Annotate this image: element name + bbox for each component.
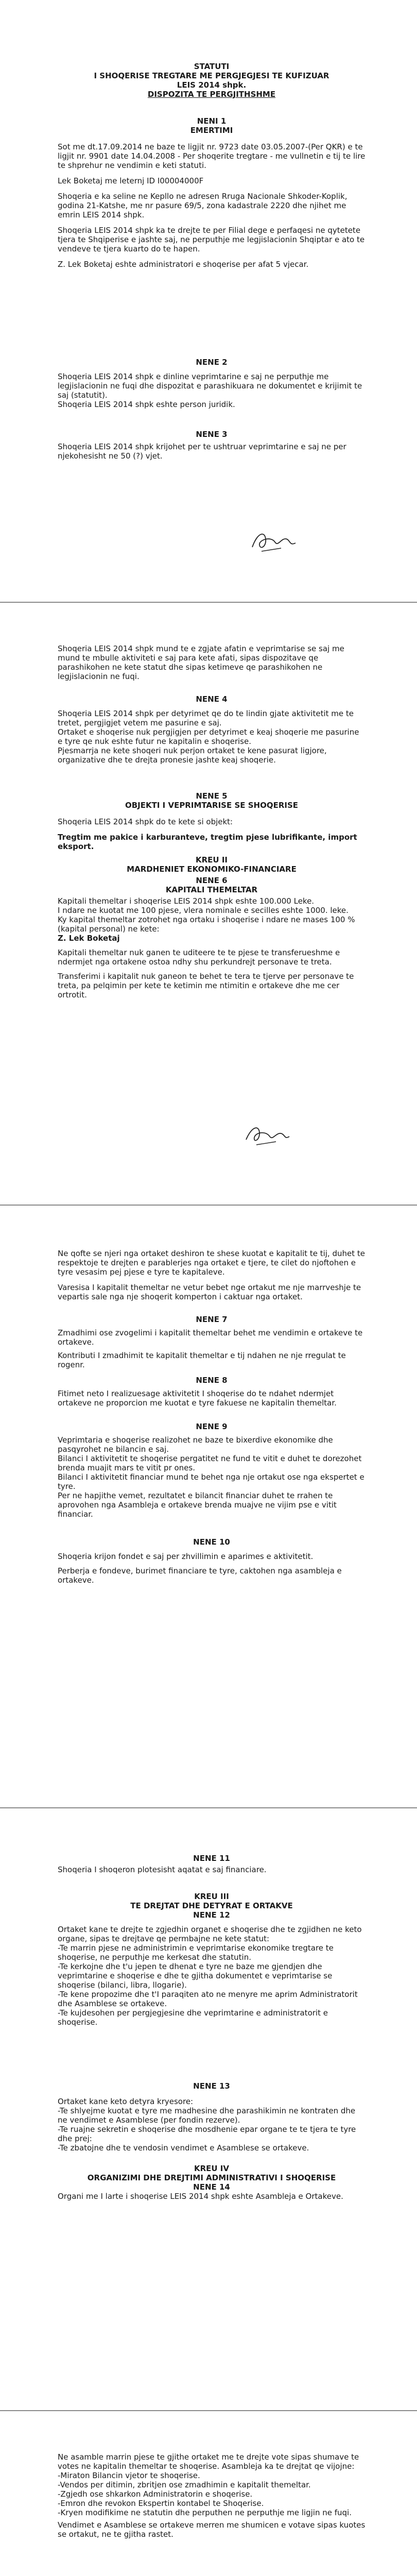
article-2 xyxy=(58,358,366,409)
article-6-para-2: I ndare ne kuotat me 100 pjese, vlera nominale e secilles eshte 1000. leke. xyxy=(58,906,349,915)
article-6-para-4: Kapitali themeltar nuk ganen te uditeere te te pjese te transferueshme e ndermjet nga ortakene ostoa ndhy shu perkundrejt personave te treta. xyxy=(58,948,340,967)
article-2-para-1: Shoqeria LEIS 2014 shpk e dinline veprimtarine e saj ne perputhje me legjislacionin ne fuqi dhe dispozitat e parashikuara ne dokumentet e krijimit te saj (statutit). xyxy=(58,372,362,400)
article-12-para-1: Ortaket kane te drejte te zgjedhin organet e shoqerise dhe te zgjidhen ne keto organe, sipas te drejtave qe permbajne ne kete statut: xyxy=(58,1925,362,1943)
document-page-5 xyxy=(0,2411,417,2576)
article-4 xyxy=(58,694,366,765)
article-7-para-2: Kontributi I zmadhimit te kapitalit themeltar e tij ndahen ne nje rregulat te rogenr. xyxy=(58,1351,346,1369)
article-12-item-1: -Te marrin pjese ne administrimin e veprimtarise ekonomike tregtare te shoqerise, ne perputhje me kerkesat dhe statutin. xyxy=(58,1943,334,1962)
chapter-3-title: TE DREJTAT DHE DETYRAT E ORTAKVE xyxy=(130,1901,293,1910)
article-3-para-1: Shoqeria LEIS 2014 shpk krijohet per te ushtruar veprimtarine e saj ne per njekohesisht ne 50 (?) vjet. xyxy=(58,442,346,461)
article-3-para-2: Shoqeria LEIS 2014 shpk mund te e zgjate afatin e veprimtarise se saj me mund te mbulle aktiviteti e saj para kete afati, sipas dispozitave qe parashikohen ne kete statut dhe sipas ketimeve qe parashikohen ne legjislacionin ne fuqi. xyxy=(58,644,344,681)
chapter-2-title: MARDHENIET EKONOMIKO-FINANCIARE xyxy=(127,865,297,874)
article-7-para-1: Zmadhimi ose zvogelimi i kapitalit themeltar behet me vendimin e ortakeve te ortakeve. xyxy=(58,1328,363,1347)
article-11 xyxy=(58,1854,366,1874)
article-3-number: NENE 3 xyxy=(196,430,228,439)
company-type: I SHOQERISE TREGTARE ME PERGJEGJESI TE KUFIZUAR xyxy=(94,71,329,80)
article-4-para-3: Pjesmarrja ne kete shoqeri nuk perjon ortaket te kene pasurat ligjore, organizative dhe te drejta pronesie jashte keaj shoqerie. xyxy=(58,746,327,765)
article-14-number: NENE 14 xyxy=(193,2182,230,2192)
document-page-2 xyxy=(0,603,417,1205)
handwritten-signature xyxy=(244,1121,291,1148)
article-1-para-3: Shoqeria e ka seline ne Kepllo ne adresen Rruga Nacionale Shkoder-Koplik, godina 21-Katshe, me nr pasure 69/5, zona kadastrale 2220 dhe njihet me emrin LEIS 2014 shpk. xyxy=(58,192,348,219)
document-page-1 xyxy=(0,0,417,602)
article-4-para-1: Shoqeria LEIS 2014 shpk per detyrimet qe do te lindin gjate aktivitetit me te tretet, pergjigjet vetem me pasurine e saj. xyxy=(58,709,354,727)
article-5-number: NENE 5 xyxy=(196,791,228,801)
statute-title: STATUTI xyxy=(194,62,230,71)
article-6-para-1: Kapitali themeltar i shoqerise LEIS 2014 shpk eshte 100.000 Leke. xyxy=(58,896,315,906)
article-10-number: NENE 10 xyxy=(193,1537,230,1547)
company-name: LEIS 2014 shpk. xyxy=(177,80,247,90)
article-1-para-4: Shoqeria LEIS 2014 shpk ka te drejte te per Filial dege e perfaqesi ne qytetete tjera te Shqiperise e jashte saj, ne perputhje me legjislacionin Shqiptar e ato te vendeve te tjera kuarto do te hapen. xyxy=(58,226,365,253)
article-14-para-3: Vendimet e Asamblese se ortakeve merren me shumicen e votave sipas kuotes se ortakut, ne te gjitha rastet. xyxy=(58,2520,366,2539)
article-14-para-2: Ne asamble marrin pjese te gjithe ortaket me te drejte vote sipas shumave te votes ne kapitalin themeltar te shoqerise. Asambleja ka te drejtat qe vijojne: xyxy=(58,2452,359,2471)
chapter-4-number: KREU IV xyxy=(194,2164,229,2173)
article-6-continued xyxy=(58,1249,366,1301)
article-14-item-2: -Vendos per ditimin, zbritjen ose zmadhimin e kapitalit themeltar. xyxy=(58,2480,311,2489)
article-12-item-2: -Te kerkojne dhe t'u jepen te dhenat e tyre ne baze me gjendjen dhe veprimtarine e shoqerise e dhe te gjitha dokumentet e veprimtarise se shoqerise (bilanci, libra, llogarie). xyxy=(58,1962,333,1990)
article-8 xyxy=(58,1376,366,1408)
article-6-para-3: Ky kapital themeltar zotrohet nga ortaku i shoqerise i ndare ne mases 100 % (kapital personal) ne kete: xyxy=(58,915,355,934)
article-9-para-3: Bilanci I aktivitetit financiar mund te behet nga nje ortakut ose nga ekspertet e tyre. xyxy=(58,1472,364,1491)
document-page-3 xyxy=(0,1206,417,1807)
article-8-para-1: Fitimet neto I realizuesage aktivitetit I shoqerise do te ndahet ndermjet ortakeve ne proporcion me kuotat e tyre fakuese ne kapitalin themeltar. xyxy=(58,1389,337,1408)
article-13-item-2: -Te ruajne sekretin e shoqerise dhe mosdhenie epar organe te te tjera te tyre dhe prej: xyxy=(58,2125,356,2143)
article-2-number: NENE 2 xyxy=(196,358,228,367)
statute-header xyxy=(58,62,366,99)
article-3-continued xyxy=(58,644,366,681)
article-6-owner: Z. Lek Boketaj xyxy=(58,934,120,943)
article-11-para-1: Shoqeria I shoqeron plotesisht aqatat e saj financiare. xyxy=(58,1865,267,1874)
article-1-para-5: Z. Lek Boketaj eshte administratori e shoqerise per afat 5 vjecar. xyxy=(58,260,309,269)
article-9-number: NENE 9 xyxy=(196,1422,228,1431)
article-9-para-2: Bilanci I aktivitetit te shoqerise pergatitet ne fund te vitit e duhet te dorezohet brenda muajit mars te vitit pr ones. xyxy=(58,1454,362,1472)
article-6-title: KAPITALI THEMELTAR xyxy=(165,885,258,894)
article-12-number: NENE 12 xyxy=(193,1910,230,1920)
article-9-para-4: Per ne hapjithe vemet, rezultatet e bilancit financiar duhet te rrahen te aprovohen nga Asambleja e ortakeve brenda muajve ne vijim pse e vitit financiar. xyxy=(58,1491,337,1519)
article-13-item-3: -Te zbatojne dhe te vendosin vendimet e Asamblese se ortakeve. xyxy=(58,2143,309,2153)
chapter-3 xyxy=(58,1892,366,2027)
article-4-number: NENE 4 xyxy=(196,694,228,704)
article-9-para-1: Veprimtaria e shoqerise realizohet ne baze te bixerdive ekonomike dhe pasqyrohet ne bilancin e saj. xyxy=(58,1435,333,1454)
article-10-para-1: Shoqeria krijon fondet e saj per zhvillimin e aparimes e aktivitetit. xyxy=(58,1552,314,1561)
article-13 xyxy=(58,2081,366,2153)
article-7-number: NENE 7 xyxy=(196,1315,228,1324)
article-14-para-1: Organi me I larte i shoqerise LEIS 2014 shpk eshte Asambleja e Ortakeve. xyxy=(58,2192,343,2201)
handwritten-signature xyxy=(250,528,298,554)
chapter-2-number: KREU II xyxy=(196,855,228,865)
article-13-para-1: Ortaket kane keto detyra kryesore: xyxy=(58,2097,194,2106)
document-page-4 xyxy=(0,1808,417,2410)
article-5-title: OBJEKTI I VEPRIMTARISE SE SHOQERISE xyxy=(125,801,299,810)
article-7 xyxy=(58,1315,366,1369)
article-10-para-2: Perberja e fondeve, burimet financiare te tyre, caktohen nga asambleja e ortakeve. xyxy=(58,1566,342,1585)
article-1-para-1: Sot me dt.17.09.2014 ne baze te ligjit nr. 9723 date 03.05.2007-(Per QKR) e te ligjit nr. 9901 date 14.04.2008 - Per shoqerite tregtare - me vullnetin e tij te lire te shprehur ne vendimin e keti statuti. xyxy=(58,142,366,170)
article-3 xyxy=(58,430,366,461)
chapter-4-title: ORGANIZIMI DHE DREJTIMI ADMINISTRATIVI I SHOQERISE xyxy=(87,2173,336,2182)
article-5 xyxy=(58,791,366,851)
article-14-item-1: -Miraton Bilancin vjetor te shoqerise. xyxy=(58,2471,200,2480)
article-1-para-2: Lek Boketaj me leternj ID I00004000F xyxy=(58,176,204,185)
article-6-para-6: Ne qofte se njeri nga ortaket deshiron te shese kuotat e kapitalit te tij, duhet te respektoje te drejten e parablerjes nga ortaket e tjere, te cilet do njoftohen e tyre vesasim pej pjese e tyre te kapitaleve. xyxy=(58,1249,365,1277)
article-13-item-1: -Te shlyejme kuotat e tyre me madhesine dhe parashikimin ne kontraten dhe ne vendimet e Asamblese (per fondin rezerve). xyxy=(58,2106,356,2125)
article-10 xyxy=(58,1537,366,1585)
article-6-para-7: Varesisa I kapitalit themeltar ne vetur bebet nge ortakut me nje marrveshje te vepartis sale nga nje shoqerit komperton i caktuar nga ortaket. xyxy=(58,1283,361,1301)
article-12-item-3: -Te kene propozime dhe t'I paraqiten ato ne menyre me aprim Administratorit dhe Asamblese se ortakeve. xyxy=(58,1990,358,2008)
article-8-number: NENE 8 xyxy=(196,1376,228,1385)
article-14-item-5: -Kryen modifikime ne statutin dhe perputhen ne perputhje me ligjin ne fuqi. xyxy=(58,2508,352,2517)
article-14-item-4: -Emron dhe revokon Ekspertin kontabel te Shoqerise. xyxy=(58,2499,264,2508)
article-4-para-2: Ortaket e shoqerise nuk pergjigjen per detyrimet e keaj shoqerie me pasurine e tyre qe nuk eshte futur ne kapitalin e shoqerise. xyxy=(58,727,359,746)
article-6-number: NENE 6 xyxy=(196,876,228,885)
article-13-number: NENE 13 xyxy=(193,2081,230,2091)
general-provisions-heading: DISPOZITA TE PERGJITHSHME xyxy=(147,90,276,99)
article-9 xyxy=(58,1422,366,1519)
article-5-object: Tregtim me pakice i karburanteve, tregtim pjese lubrifikante, import eksport. xyxy=(58,833,357,851)
chapter-2 xyxy=(58,855,366,999)
article-1-title: EMERTIMI xyxy=(190,126,233,135)
chapter-4 xyxy=(58,2164,366,2201)
article-6-para-5: Transferimi i kapitalit nuk ganeon te behet te tera te tjerve per personave te treta, pa pelqimin per kete te ketimin me ntimitin e ortakeve dhe me cer ortrotit. xyxy=(58,972,354,999)
article-1 xyxy=(58,116,366,269)
article-5-para-1: Shoqeria LEIS 2014 shpk do te kete si objekt: xyxy=(58,817,233,826)
article-2-para-2: Shoqeria LEIS 2014 shpk eshte person juridik. xyxy=(58,400,235,409)
article-14-continued xyxy=(58,2452,366,2539)
article-14-item-3: -Zgjedh ose shkarkon Administratorin e shoqerise. xyxy=(58,2489,253,2499)
article-1-number: NENI 1 xyxy=(197,116,227,126)
article-11-number: NENE 11 xyxy=(193,1854,230,1863)
article-12-item-4: -Te kujdesohen per pergjegjesine dhe veprimtarine e administratorit e shoqerise. xyxy=(58,2008,328,2027)
chapter-3-number: KREU III xyxy=(194,1892,229,1901)
